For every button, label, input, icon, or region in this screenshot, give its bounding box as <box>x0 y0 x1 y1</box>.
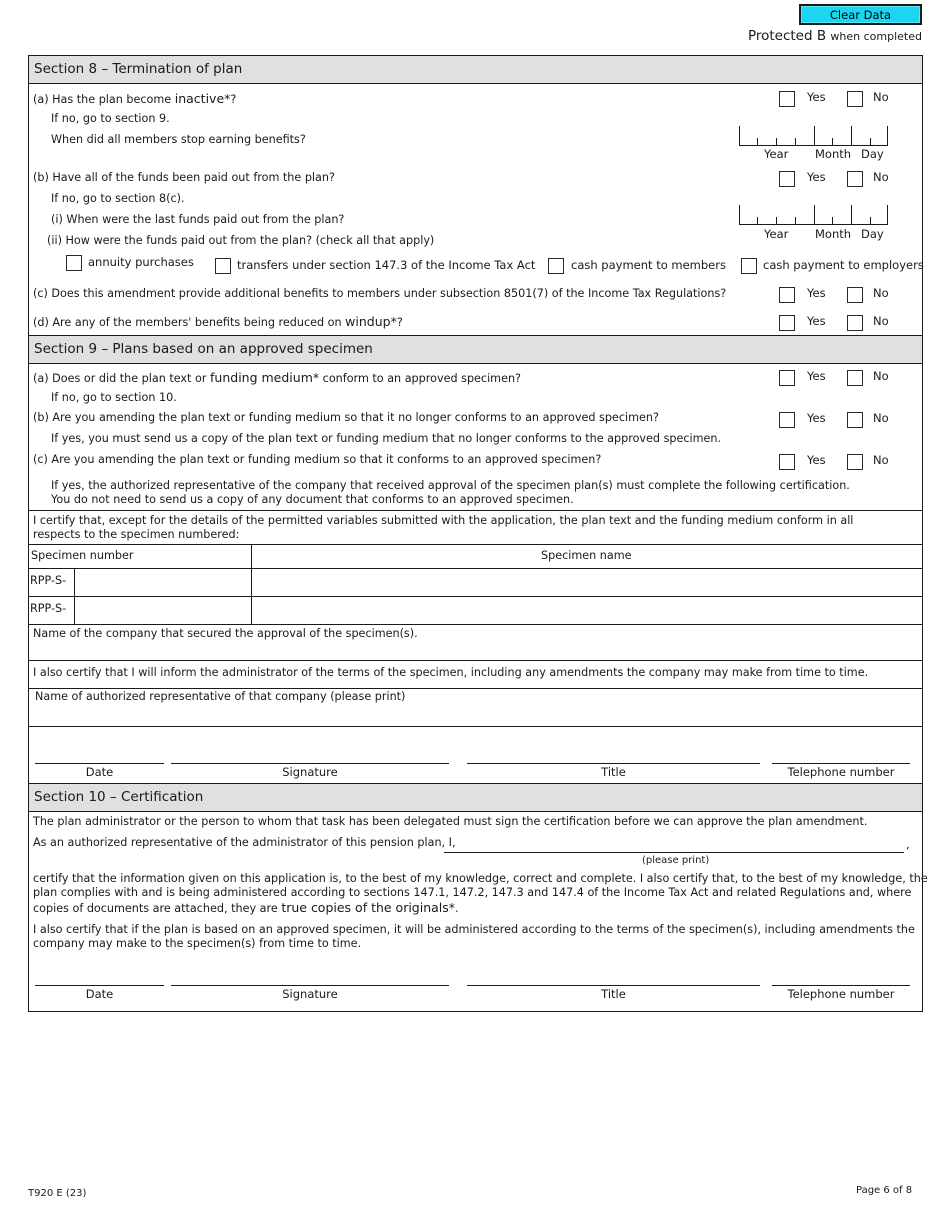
s10-signature-field[interactable] <box>171 964 449 984</box>
q8a-yes-checkbox[interactable] <box>779 91 795 107</box>
payout-annuity-checkbox[interactable] <box>66 255 82 271</box>
q9a-no-checkbox[interactable] <box>847 370 863 386</box>
q8d-yes-label: Yes <box>807 314 826 328</box>
s10-comma: , <box>906 838 910 851</box>
section-10-header <box>28 783 923 812</box>
s9-date-label: Date <box>85 765 114 779</box>
q8b-note: If no, go to section 8(c). <box>51 192 185 205</box>
payout-cash-members-checkbox[interactable] <box>548 258 564 274</box>
q9c-no-label: No <box>873 453 889 467</box>
s10-certify-1: certify that the information given on this application is, to the best of my knowledge, correct and complete. I also certify that, to the best of my knowledge, the <box>33 872 928 885</box>
q8b-date-year-label: Year <box>764 227 789 241</box>
q8c-no-label: No <box>873 286 889 300</box>
s9-telephone-input[interactable] <box>772 742 910 762</box>
q9a-yes-label: Yes <box>807 369 826 383</box>
page-number: Page 6 of 8 <box>856 1185 913 1196</box>
authorized-rep-input[interactable] <box>33 705 918 725</box>
question-9a: (a) Does or did the plan text or funding medium* conform to an approved specimen? <box>33 370 521 385</box>
s10-intro: The plan administrator or the person to whom that task has been delegated must sign the certification before we can approve the plan amendment. <box>33 815 868 828</box>
q9b-no-checkbox[interactable] <box>847 412 863 428</box>
specimen-number-2-input[interactable] <box>76 598 249 622</box>
q9b-yes-label: Yes <box>807 411 826 425</box>
section-9-title: Section 9 – Plans based on an approved specimen <box>34 341 373 357</box>
section-8-header <box>28 55 923 84</box>
s10-date-label: Date <box>85 987 114 1001</box>
q9c-yes-label: Yes <box>807 453 826 467</box>
q8d-no-label: No <box>873 314 889 328</box>
section-9-header <box>28 335 923 364</box>
s10-specimen-2: company may make to the specimen(s) from time to time. <box>33 937 362 950</box>
specimen-name-header: Specimen name <box>541 549 632 562</box>
s10-certify-2: plan complies with and is being administered according to sections 147.1, 147.2, 147.3 and 147.4 of the Income Tax Act and related Regulations and, where <box>33 886 912 899</box>
q9c-no-checkbox[interactable] <box>847 454 863 470</box>
q9b-yes-checkbox[interactable] <box>779 412 795 428</box>
s10-title-input[interactable] <box>467 964 760 984</box>
q9c-note-1: If yes, the authorized representative of the company that received approval of the specimen plan(s) must complete the following certification. <box>51 479 850 492</box>
specimen-number-1-input[interactable] <box>76 570 249 594</box>
q8b-no-label: No <box>873 170 889 184</box>
s9-date-input[interactable] <box>35 742 164 762</box>
form-id: T920 E (23) <box>28 1188 87 1199</box>
s10-specimen-1: I also certify that if the plan is based on an approved specimen, it will be administered according to the terms of the specimen(s), including amendments the <box>33 923 915 936</box>
q8b-no-checkbox[interactable] <box>847 171 863 187</box>
protected-b-label: Protected B when completed <box>747 28 922 44</box>
specimen-number-header: Specimen number <box>31 549 134 562</box>
q9c-yes-checkbox[interactable] <box>779 454 795 470</box>
question-8d: (d) Are any of the members' benefits being reduced on windup*? <box>33 314 403 329</box>
company-name-input[interactable] <box>33 642 918 659</box>
question-9b: (b) Are you amending the plan text or funding medium so that it no longer conforms to an approved specimen? <box>33 411 659 424</box>
q9b-no-label: No <box>873 411 889 425</box>
payout-transfers-checkbox[interactable] <box>215 258 231 274</box>
payout-annuity-label: annuity purchases <box>88 255 194 269</box>
s10-name-input[interactable] <box>444 834 904 851</box>
q9b-note: If yes, you must send us a copy of the plan text or funding medium that no longer conforms to the approved specimen. <box>51 432 722 445</box>
q8c-yes-checkbox[interactable] <box>779 287 795 303</box>
specimen-certify-1: I certify that, except for the details of the permitted variables submitted with the application, the plan text and the funding medium conform in all <box>33 514 854 527</box>
q8a-no-checkbox[interactable] <box>847 91 863 107</box>
s9-title-input[interactable] <box>467 742 760 762</box>
q8a-when: When did all members stop earning benefits? <box>51 133 306 146</box>
q8b-date-month-label: Month <box>815 227 852 241</box>
q8c-no-checkbox[interactable] <box>847 287 863 303</box>
specimen-name-2-input[interactable] <box>253 598 921 622</box>
q9a-yes-checkbox[interactable] <box>779 370 795 386</box>
s9-signature-label: Signature <box>282 765 338 779</box>
authorized-rep-label: Name of authorized representative of that company (please print) <box>35 690 406 703</box>
section-8-title: Section 8 – Termination of plan <box>34 61 243 77</box>
q8b-date-field[interactable] <box>739 205 889 225</box>
q8a-note: If no, go to section 9. <box>51 112 170 125</box>
specimen-name-1-input[interactable] <box>253 570 921 594</box>
s9-signature-field[interactable] <box>171 742 449 762</box>
q8a-no-label: No <box>873 90 889 104</box>
q8a-date-day-label: Day <box>861 147 884 161</box>
q8b-i: (i) When were the last funds paid out from the plan? <box>51 213 345 226</box>
rpp-prefix-2: RPP-S- <box>30 602 67 615</box>
s10-telephone-label: Telephone number <box>787 987 895 1001</box>
s10-signature-label: Signature <box>282 987 338 1001</box>
company-name-label: Name of the company that secured the approval of the specimen(s). <box>33 627 418 640</box>
q8a-yes-label: Yes <box>807 90 826 104</box>
rpp-prefix-1: RPP-S- <box>30 574 67 587</box>
s9-telephone-label: Telephone number <box>787 765 895 779</box>
q9c-note-2: You do not need to send us a copy of any document that conforms to an approved specimen. <box>51 493 574 506</box>
q8a-date-month-label: Month <box>815 147 852 161</box>
s10-title-label: Title <box>601 987 626 1001</box>
q8c-yes-label: Yes <box>807 286 826 300</box>
q8b-yes-checkbox[interactable] <box>779 171 795 187</box>
specimen-certify-2: respects to the specimen numbered: <box>33 528 240 541</box>
s10-as-rep: As an authorized representative of the administrator of this pension plan, I, <box>33 836 456 849</box>
question-8b: (b) Have all of the funds been paid out from the plan? <box>33 171 335 184</box>
s9-title-label: Title <box>601 765 626 779</box>
q8b-date-day-label: Day <box>861 227 884 241</box>
section-10-title: Section 10 – Certification <box>34 789 204 805</box>
s10-please-print: (please print) <box>642 855 710 866</box>
clear-data-button[interactable]: Clear Data <box>799 4 922 25</box>
s10-certify-3: copies of documents are attached, they are true copies of the originals*. <box>33 900 459 915</box>
question-9c: (c) Are you amending the plan text or funding medium so that it conforms to an approved specimen? <box>33 453 602 466</box>
inform-administrator-text: I also certify that I will inform the administrator of the terms of the specimen, including any amendments the company may make from time to time. <box>33 666 869 679</box>
q8d-yes-checkbox[interactable] <box>779 315 795 331</box>
question-8c: (c) Does this amendment provide additional benefits to members under subsection 8501(7) of the Income Tax Regulations? <box>33 287 727 300</box>
payout-cash-employers-checkbox[interactable] <box>741 258 757 274</box>
payout-transfers-label: transfers under section 147.3 of the Income Tax Act <box>237 258 536 272</box>
q9a-no-label: No <box>873 369 889 383</box>
s10-telephone-input[interactable] <box>772 964 910 984</box>
q9a-note: If no, go to section 10. <box>51 391 177 404</box>
payout-cash-members-label: cash payment to members <box>571 258 726 272</box>
q8d-no-checkbox[interactable] <box>847 315 863 331</box>
payout-cash-employers-label: cash payment to employers <box>763 258 924 272</box>
s10-date-input[interactable] <box>35 964 164 984</box>
q8a-date-field[interactable] <box>739 126 889 146</box>
q8a-date-year-label: Year <box>764 147 789 161</box>
question-8a: (a) Has the plan become inactive*? <box>33 91 237 106</box>
q8b-ii: (ii) How were the funds paid out from the plan? (check all that apply) <box>47 234 435 247</box>
q8b-yes-label: Yes <box>807 170 826 184</box>
